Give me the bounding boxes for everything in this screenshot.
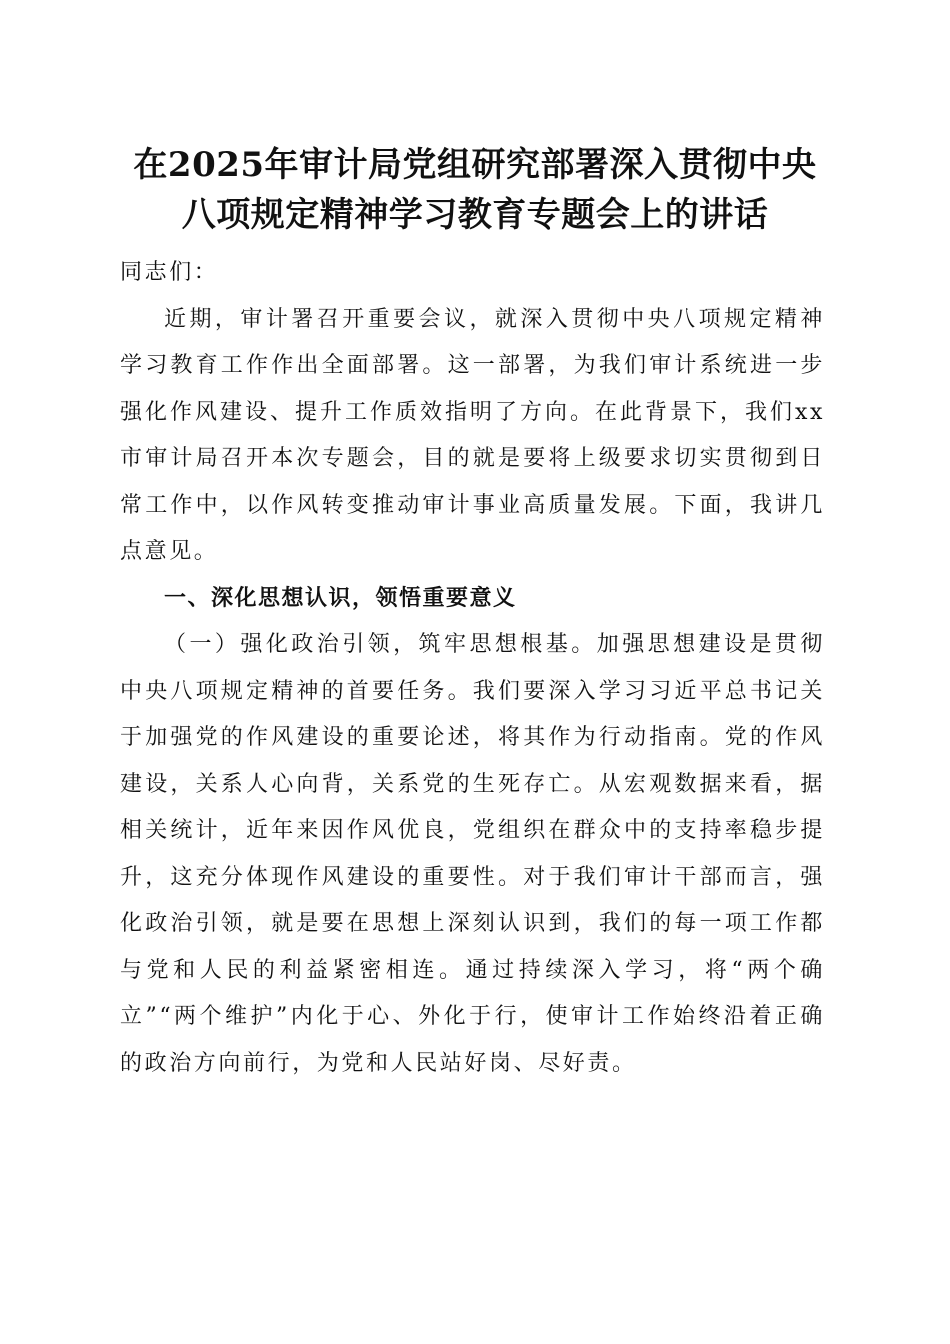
intro-paragraph: 近期，审计署召开重要会议，就深入贯彻中央八项规定精神学习教育工作作出全面部署。这一部署，为我们审计系统进一步强化作风建设、提升工作质效指明了方向。在此背景下，我们xx市审计局召开本次专题会，目的就是要将上级要求切实贯彻到日常工作中，以作风转变推动审计事业高质量发展。下面，我讲几点意见。: [120, 306, 825, 564]
title-line-2: 八项规定精神学习教育专题会上的讲话: [181, 195, 769, 235]
section-heading-1: 一、深化思想认识，领悟重要意义: [164, 585, 517, 611]
document-body: [120, 250, 825, 1087]
title-line-1: 在2025年审计局党组研究部署深入贯彻中央: [133, 145, 817, 185]
document-title: [120, 140, 830, 240]
body-paragraph-1: （一）强化政治引领，筑牢思想根基。加强思想建设是贯彻中央八项规定精神的首要任务。我们要深入学习习近平总书记关于加强党的作风建设的重要论述，将其作为行动指南。党的作风建设，关系人心向背，关系党的生死存亡。从宏观数据来看，据相关统计，近年来因作风优良，党组织在群众中的支持率稳步提升，这充分体现作风建设的重要性。对于我们审计干部而言，强化政治引领，就是要在思想上深刻认识到，我们的每一项工作都与党和人民的利益紧密相连。通过持续深入学习，将“两个确立”“两个维护”内化于心、外化于行，使审计工作始终沿着正确的政治方向前行，为党和人民站好岗、尽好责。: [120, 632, 825, 1076]
salutation: 同志们：: [120, 260, 219, 285]
